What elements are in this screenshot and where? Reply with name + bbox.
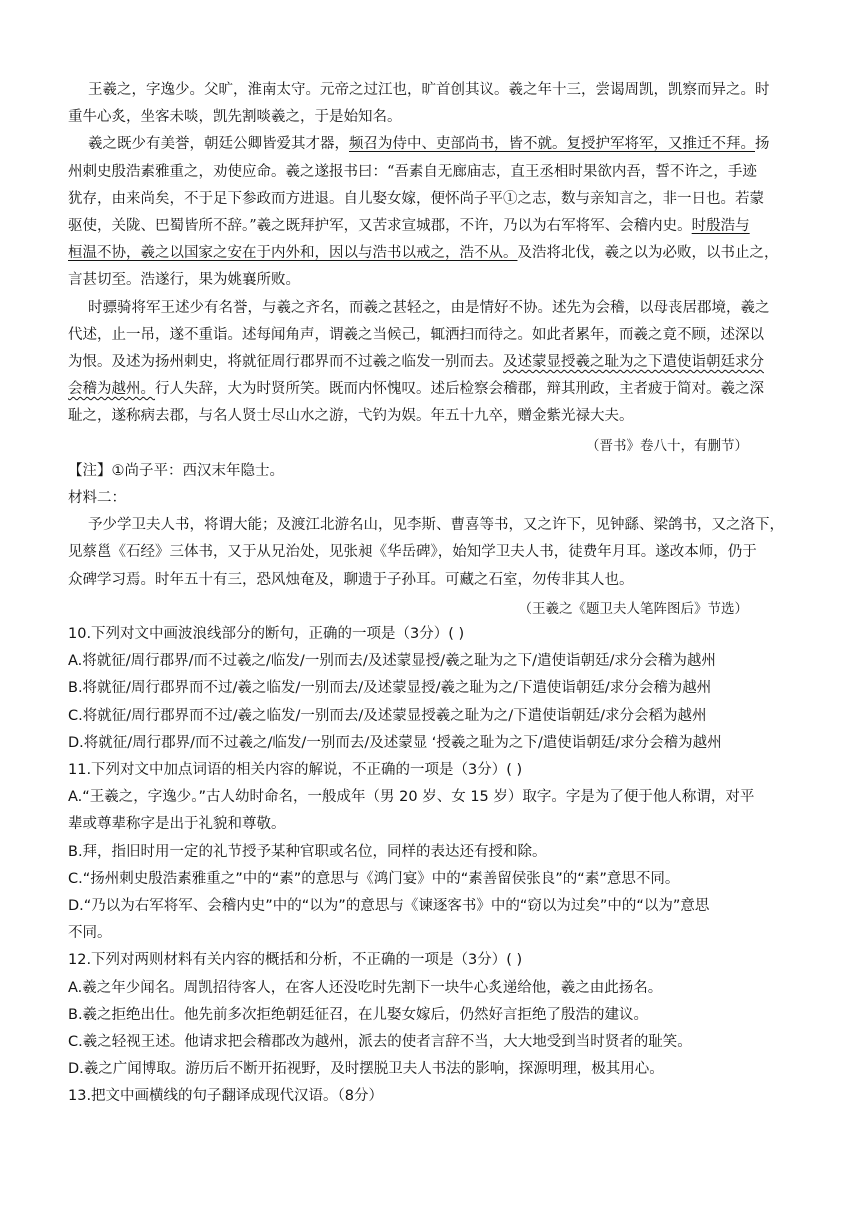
- option-a: A.将就征/周行郡界/而不过羲之/临发/一别而去/及述蒙显授/羲之耻为之下/遣使诣朝廷/求分会稽为越州: [68, 653, 716, 670]
- option-a: A.“王羲之，字逸少。”古人幼时命名，一般成年（男 20 岁、女 15 岁）取字。字是为了便于他人称谓，对平: [68, 789, 755, 806]
- wavy-underlined-text: 会稽为越州。: [68, 381, 155, 398]
- option-d: D.将就征/周行郡界/而不过羲之/临发/一别而去/及述蒙显 ‘授羲之耻为之下/遣使诣朝廷/求分会稽为越州: [68, 734, 722, 751]
- plain-text: 驱使，关陇、巴蜀皆所不辞。”羲之既拜护军，又苦求宣城郡，不许，乃以为右军将军、会稽内史。: [68, 218, 692, 234]
- option-d-continued: 不同。: [68, 925, 112, 942]
- passage-line: 见蔡邕《石经》三体书，又于从兄治处，见张昶《华岳碑》，始知学卫夫人书，徒费年月耳。遂改本师，仍于: [68, 544, 757, 561]
- underlined-sentence: 桓温不协，羲之以国家之安在于内外和，因以与浩书以戒之，浩不从。: [68, 245, 518, 262]
- option-c: C.将就征/周行郡界而不过/羲之临发/一别而去/及述蒙显授羲之耻为之/下遣使诣朝廷/求分会稻为越州: [68, 707, 707, 724]
- wavy-underlined-text: 及述蒙显授羲之耻为之下遣使诣朝廷求分: [503, 354, 764, 370]
- plain-text: 行人失辞，大为时贤所笑。既而内怀愧叹。述后检察会稽郡，辩其刑政，主者疲于简对。羲之深: [155, 381, 764, 398]
- passage-line: 犹存，由来尚矣，不于足下参政而方进退。自儿娶女嫁，便怀尚子平①之志，数与亲知言之，非一日也。若蒙: [68, 190, 764, 207]
- passage-line: [68, 243, 779, 263]
- question-12: 12.下列对两则材料有关内容的概括和分析，不正确的一项是（3分）( ): [68, 952, 523, 969]
- option-a: A.羲之年少闻名。周凯招待客人，在客人还没吃时先割下一块牛心炙递给他，羲之由此扬名。: [68, 979, 663, 996]
- plain-text: 扬: [755, 136, 770, 153]
- option-c: C.“扬州刺史殷浩素雅重之”中的“素”的意思与《鸿门宴》中的“素善留侯张良”的“素”意思不同。: [68, 870, 680, 887]
- footnote: 【注】①尚子平：西汉末年隐士。: [68, 462, 284, 479]
- option-a-continued: 辈或尊辈称字是出于礼貌和尊敬。: [68, 816, 286, 833]
- passage-line: 时骠骑将军王述少有名誉，与羲之齐名，而羲之甚轻之，由是情好不协。述先为会稽，以母丧居郡境，羲之: [88, 299, 770, 316]
- passage-line: 代述，止一吊，遂不重诣。述每闻角声，谓羲之当候己，辄洒扫而待之。如此者累年，而羲之竟不顾，述深以: [68, 326, 764, 343]
- source-citation: （王羲之《题卫夫人笔阵图后》节选）: [518, 600, 748, 617]
- option-c: C.羲之轻视王述。他请求把会稽郡改为越州，派去的使者言辞不当，大大地受到当时贤者的耻笑。: [68, 1034, 692, 1050]
- passage-line: [68, 352, 764, 372]
- option-b: B.将就征/周行郡界而不过/羲之临发/一别而去/及述蒙显授/羲之耻为之/下遣使诣朝廷/求分会稽为越州: [68, 680, 712, 697]
- passage-line: 众碑学习焉。时年五十有三，恐风烛奄及，聊遗于子孙耳。可藏之石室，勿传非其人也。: [68, 571, 634, 588]
- option-b: B.拜，指旧时用一定的礼节授予某种官职或名位，同样的表达还有授和除。: [68, 843, 547, 860]
- passage-line: [68, 379, 764, 399]
- option-b: B.羲之拒绝出仕。他先前多次拒绝朝廷征召，在儿娶女嫁后，仍然好言拒绝了殷浩的建议。: [68, 1006, 649, 1023]
- question-13: 13.把文中画横线的句子翻译成现代汉语。（8分）: [68, 1088, 384, 1105]
- section-label: 材料二：: [68, 490, 126, 506]
- passage-line: 州刺史殷浩素雅重之，劝使应命。羲之遂报书曰：“吾素自无廊庙志，直王丞相时果欲内吾，誓不许之，手迹: [68, 163, 757, 180]
- plain-text: 及浩将北伐，羲之以为必败，以书止之，: [517, 245, 779, 262]
- option-d: D.“乃以为右军将军、会稽内史”中的“以为”的意思与《谏逐客书》中的“窃以为过矣”中的“以为”意思: [68, 898, 710, 914]
- plain-text: 羲之既少有美誉，朝廷公卿皆爱其才器，: [88, 136, 349, 153]
- passage-line: 言甚切至。浩遂行，果为姚襄所败。: [68, 272, 300, 289]
- plain-text: 为恨。及述为扬州刺史，将就征周行郡界而不过羲之临发一别而去。: [68, 354, 503, 370]
- question-10: 10.下列对文中画波浪线部分的断句，正确的一项是（3分）( ): [68, 626, 465, 642]
- underlined-sentence: 时殷浩与: [691, 218, 750, 234]
- passage-line: 耻之，遂称病去郡，与名人贤士尽山水之游，弋钓为娱。年五十九卒，赠金紫光禄大夫。: [68, 408, 634, 425]
- option-d: D.羲之广闻博取。游历后不断开拓视野，及时摆脱卫夫人书法的影响，探源明理，极其用心。: [68, 1061, 664, 1078]
- passage-line: 重牛心炙，坐客未啖，凯先割啖羲之，于是始知名。: [68, 109, 402, 126]
- passage-line: [68, 216, 750, 236]
- underlined-sentence: 频召为侍中、吏部尚书，皆不就。复授护军将军，又推迁不拜。: [349, 136, 755, 153]
- passage-line: 予少学卫夫人书，将谓大能；及渡江北游名山，见李斯、曹喜等书，又之许下，见钟繇、梁鸽书，又之洛下，: [88, 517, 784, 534]
- passage-line: 王羲之，字逸少。父旷，淮南太守。元帝之过江也，旷首创其议。羲之年十三，尝谒周凯，凯察而异之。时: [88, 82, 770, 98]
- source-citation: （晋书》卷八十，有删节）: [586, 437, 748, 454]
- passage-line: [88, 134, 770, 154]
- question-11: 11.下列对文中加点词语的相关内容的解说，不正确的一项是（3分）( ): [68, 762, 523, 778]
